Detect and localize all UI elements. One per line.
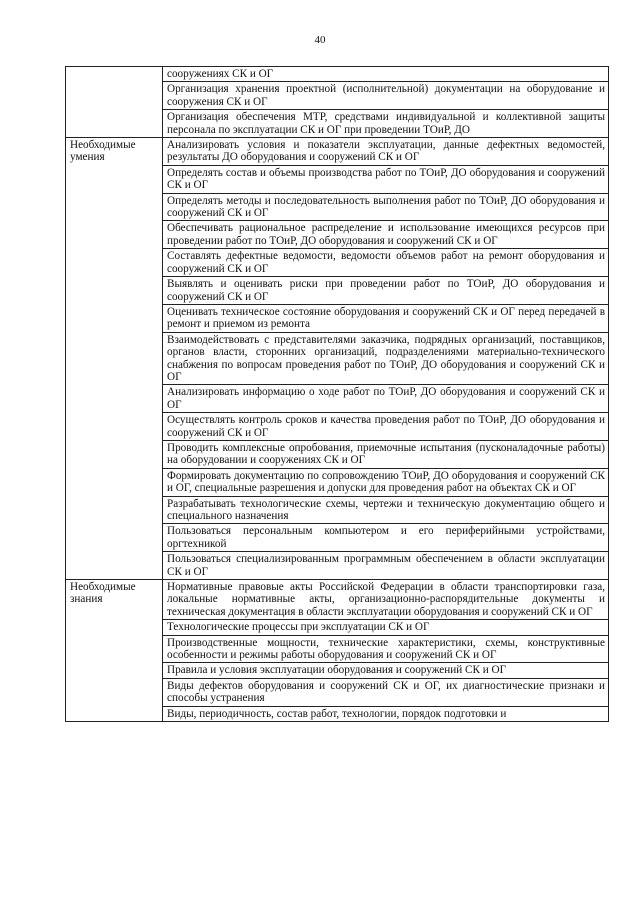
table-cell: Пользоваться персональным компьютером и его периферийными устройствами, оргтехникой	[163, 524, 609, 552]
table-cell: Оценивать техническое состояние оборудования и сооружений СК и ОГ перед передачей в ремонт и приемом из ремонта	[163, 304, 609, 332]
table-cell: Нормативные правовые акты Российской Федерации в области транспортировки газа, локальные нормативные акты, организационно-распорядительные документы и техническая документация в области эксплуатации оборудования и сооружений СК и ОГ	[163, 580, 609, 620]
table-cell: Осуществлять контроль сроков и качества проведения работ по ТОиР, ДО оборудования и сооружений СК и ОГ	[163, 413, 609, 441]
table-cell: Выявлять и оценивать риски при проведении работ по ТОиР, ДО оборудования и сооружений СК и ОГ	[163, 277, 609, 305]
table-cell: Виды, периодичность, состав работ, технологии, порядок подготовки и	[163, 706, 609, 721]
table-cell: Анализировать условия и показатели эксплуатации, данные дефектных ведомостей, результаты ДО оборудования и сооружений СК и ОГ	[163, 138, 609, 166]
table-row	[66, 580, 609, 620]
table-cell: Взаимодействовать с представителями заказчика, подрядных организаций, поставщиков, органов власти, сторонних организаций, подразделениями материально-технического снабжения по вопросам проведения работ по ТОиР, ДО оборудования и сооружений СК и ОГ	[163, 332, 609, 385]
table-cell: сооружениях СК и ОГ	[163, 67, 609, 82]
page-number: 40	[314, 34, 326, 46]
table-cell: Технологические процессы при эксплуатации СК и ОГ	[163, 620, 609, 635]
section-label: Необходимые знания	[66, 580, 163, 722]
table-cell: Анализировать информацию о ходе работ по ТОиР, ДО оборудования и сооружений СК и ОГ	[163, 385, 609, 413]
table-cell: Пользоваться специализированным программным обеспечением в области эксплуатации СК и ОГ	[163, 552, 609, 580]
table-body	[66, 67, 609, 722]
requirements-table	[65, 66, 609, 722]
table-cell: Организация хранения проектной (исполнительной) документации на оборудование и сооружения СК и ОГ	[163, 82, 609, 110]
table-cell: Определять методы и последовательность выполнения работ по ТОиР, ДО оборудования и сооружений СК и ОГ	[163, 193, 609, 221]
section-label	[66, 67, 163, 138]
table-cell: Формировать документацию по сопровождению ТОиР, ДО оборудования и сооружений СК и ОГ, специальные разрешения и допуски для проведения работ на объектах СК и ОГ	[163, 468, 609, 496]
table-row	[66, 67, 609, 82]
table-row	[66, 138, 609, 166]
table-cell: Составлять дефектные ведомости, ведомости объемов работ на ремонт оборудования и сооружений СК и ОГ	[163, 249, 609, 277]
table-cell: Проводить комплексные опробования, приемочные испытания (пусконаладочные работы) на оборудовании и сооружениях СК и ОГ	[163, 440, 609, 468]
section-label: Необходимые умения	[66, 138, 163, 580]
table-cell: Разрабатывать технологические схемы, чертежи и техническую документацию общего и специального назначения	[163, 496, 609, 524]
table-cell: Организация обеспечения МТР, средствами индивидуальной и коллективной защиты персонала по эксплуатации СК и ОГ при проведении ТОиР, ДО	[163, 110, 609, 138]
table-cell: Определять состав и объемы производства работ по ТОиР, ДО оборудования и сооружений СК и ОГ	[163, 165, 609, 193]
table-cell: Обеспечивать рациональное распределение и использование имеющихся ресурсов при проведении работ по ТОиР, ДО оборудования и сооружений СК и ОГ	[163, 221, 609, 249]
table-cell: Виды дефектов оборудования и сооружений СК и ОГ, их диагностические признаки и способы устранения	[163, 678, 609, 706]
table-cell: Правила и условия эксплуатации оборудования и сооружений СК и ОГ	[163, 663, 609, 678]
table-cell: Производственные мощности, технические характеристики, схемы, конструктивные особенности и режимы работы оборудования и сооружений СК и ОГ	[163, 635, 609, 663]
